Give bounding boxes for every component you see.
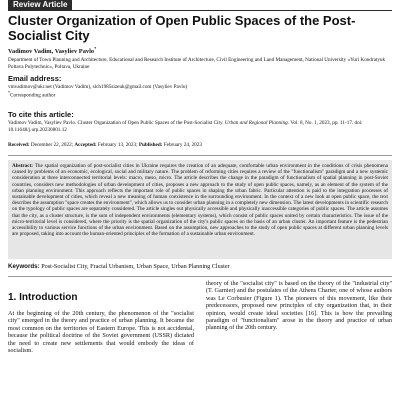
- citation-heading: To cite this article:: [8, 110, 74, 119]
- received-label: Received:: [8, 142, 30, 148]
- accepted-date: February 13, 2023;: [97, 142, 138, 148]
- keywords-text: Post-Socialist City, Fractal Urbanism, Urban Space, Urban Planning Cluster: [41, 263, 230, 270]
- keywords: [8, 263, 392, 271]
- affiliation: Department of Town Planning and Architecture, Educational and Research Institute of Architecture, Civil Engineering and Land Management, National University «Yuri Kondratyuk Poltava Polytechnic», Poltava, Ukraine: [8, 57, 386, 70]
- publication-dates: [8, 142, 392, 149]
- keywords-label: Keywords:: [8, 263, 40, 270]
- corresponding-note-text: Corresponding author: [10, 92, 56, 99]
- abstract-box: [8, 160, 392, 259]
- paper-title: Cluster Organization of Open Public Spaces of the Post-Socialist City: [8, 13, 356, 43]
- abstract-label: Abstract:: [12, 163, 34, 169]
- introduction-right-column: theory of the "socialist city" is based on the theory of the "industrial city" (T. Garnier) and the postulates of the Athens Charter, one of whose authors was Le Corbusier (Figure 1). The pioneers of this movement, like their predecessors, proposed new principles of city organization that, in their opinion, would create ideal societies [16]. This is how the prevailing paradigm of "functionalism" arose in the theory and practice of urban planning of the 20th century.: [206, 280, 392, 332]
- header-rule: [8, 10, 392, 11]
- corresponding-marker: *: [94, 46, 97, 51]
- published-label: Published:: [138, 142, 163, 148]
- email-addresses: vmvadimov@ukr.net (Vadimov Vadim), slch1985sizeuk@gmail.com (Vasyliev Pavlo): [8, 84, 188, 90]
- article-type-badge: Review Article: [8, 0, 72, 10]
- introduction-heading: 1. Introduction: [8, 292, 78, 303]
- email-heading: Email address:: [8, 74, 62, 83]
- published-date: February 24, 2023: [163, 142, 202, 148]
- keywords-bottom-rule: [8, 276, 392, 277]
- corresponding-note-marker: *: [8, 90, 10, 95]
- received-date: December 22, 2022;: [30, 142, 74, 148]
- author-names: Vadimov Vadim, Vasyliev Pavlo: [8, 48, 95, 56]
- corresponding-author-note: [8, 90, 55, 99]
- citation-journal: Urban and Regional Planning.: [224, 120, 290, 126]
- accepted-label: Accepted:: [74, 142, 97, 148]
- abstract-top-rule: [8, 155, 392, 156]
- citation-details: Vol. 8, No. 1, 2023, pp. 11-17. doi: 10.11648/j.urp.20230801.12: [8, 120, 363, 133]
- citation-text: [8, 120, 392, 133]
- author-list: [8, 45, 96, 56]
- introduction-left-column: At the beginning of the 20th century, the phenomenon of the "socialist city" emerged in the theory and practice of urban planning. It became the most common on the territories of Eastern Europe. This is not accidental, because the political doctrine of the Soviet government (USSR) dictated the need to create new settlements that would embody the ideas of socialism.: [8, 310, 194, 355]
- abstract-text: The spatial organization of post-socialist cities in Ukraine requires the creation of an adequate, comfortable urban environment in the conditions of crisis phenomena caused by problems of an economic, ecological, social and military nature. The problem of reforming cities requires a review of the "functionalism" paradigm and a new systemic consideration at three interconnected territorial levels: macro, meso, micro. The article describes the change in the paradigm of functionalism of spatial planning in post-Soviet countries, considers new methodologies of urban development of cities, proposes a new approach to the study of open public spaces, namely, as an element of the system of the urban planning environment. This approach reflects the important role of public spaces in shaping the urban fabric. Particular attention is paid to the integration processes of sustainable development of cities, which reveal a new meaning of human coexistence in the surrounding environment. In the context of a new look at open public space, the text describes the assumption "space creates the environment", which allows us to consider urban planning in a completely new dimension. The latest developments in scientific research on the typology of public spaces are separately considered. The article singles out physically accessible and physically inaccessible categories of public spaces. The article assumes that the city, as a cluster structure, is the sum of independent environments (elementary systems), which consist of public spaces united by certain characteristics. The issue of the micro-territorial level is considered, where the priority is the spatial organization of the city's public spaces on the basis of an urban cluster. An important feature is the pedestrian accessibility to various service functions of the urban environment. Based on the assumption, new approaches to the study of open public spaces at different urban planning levels are proposed, taking into account the human-oriented principles of the formation of a sustainable urban environment.: [12, 163, 388, 238]
- citation-plain: Vadimov Vadim, Vasyliev Pavlo. Cluster Organization of Open Public Spaces of the Post-Socialist City.: [8, 120, 224, 126]
